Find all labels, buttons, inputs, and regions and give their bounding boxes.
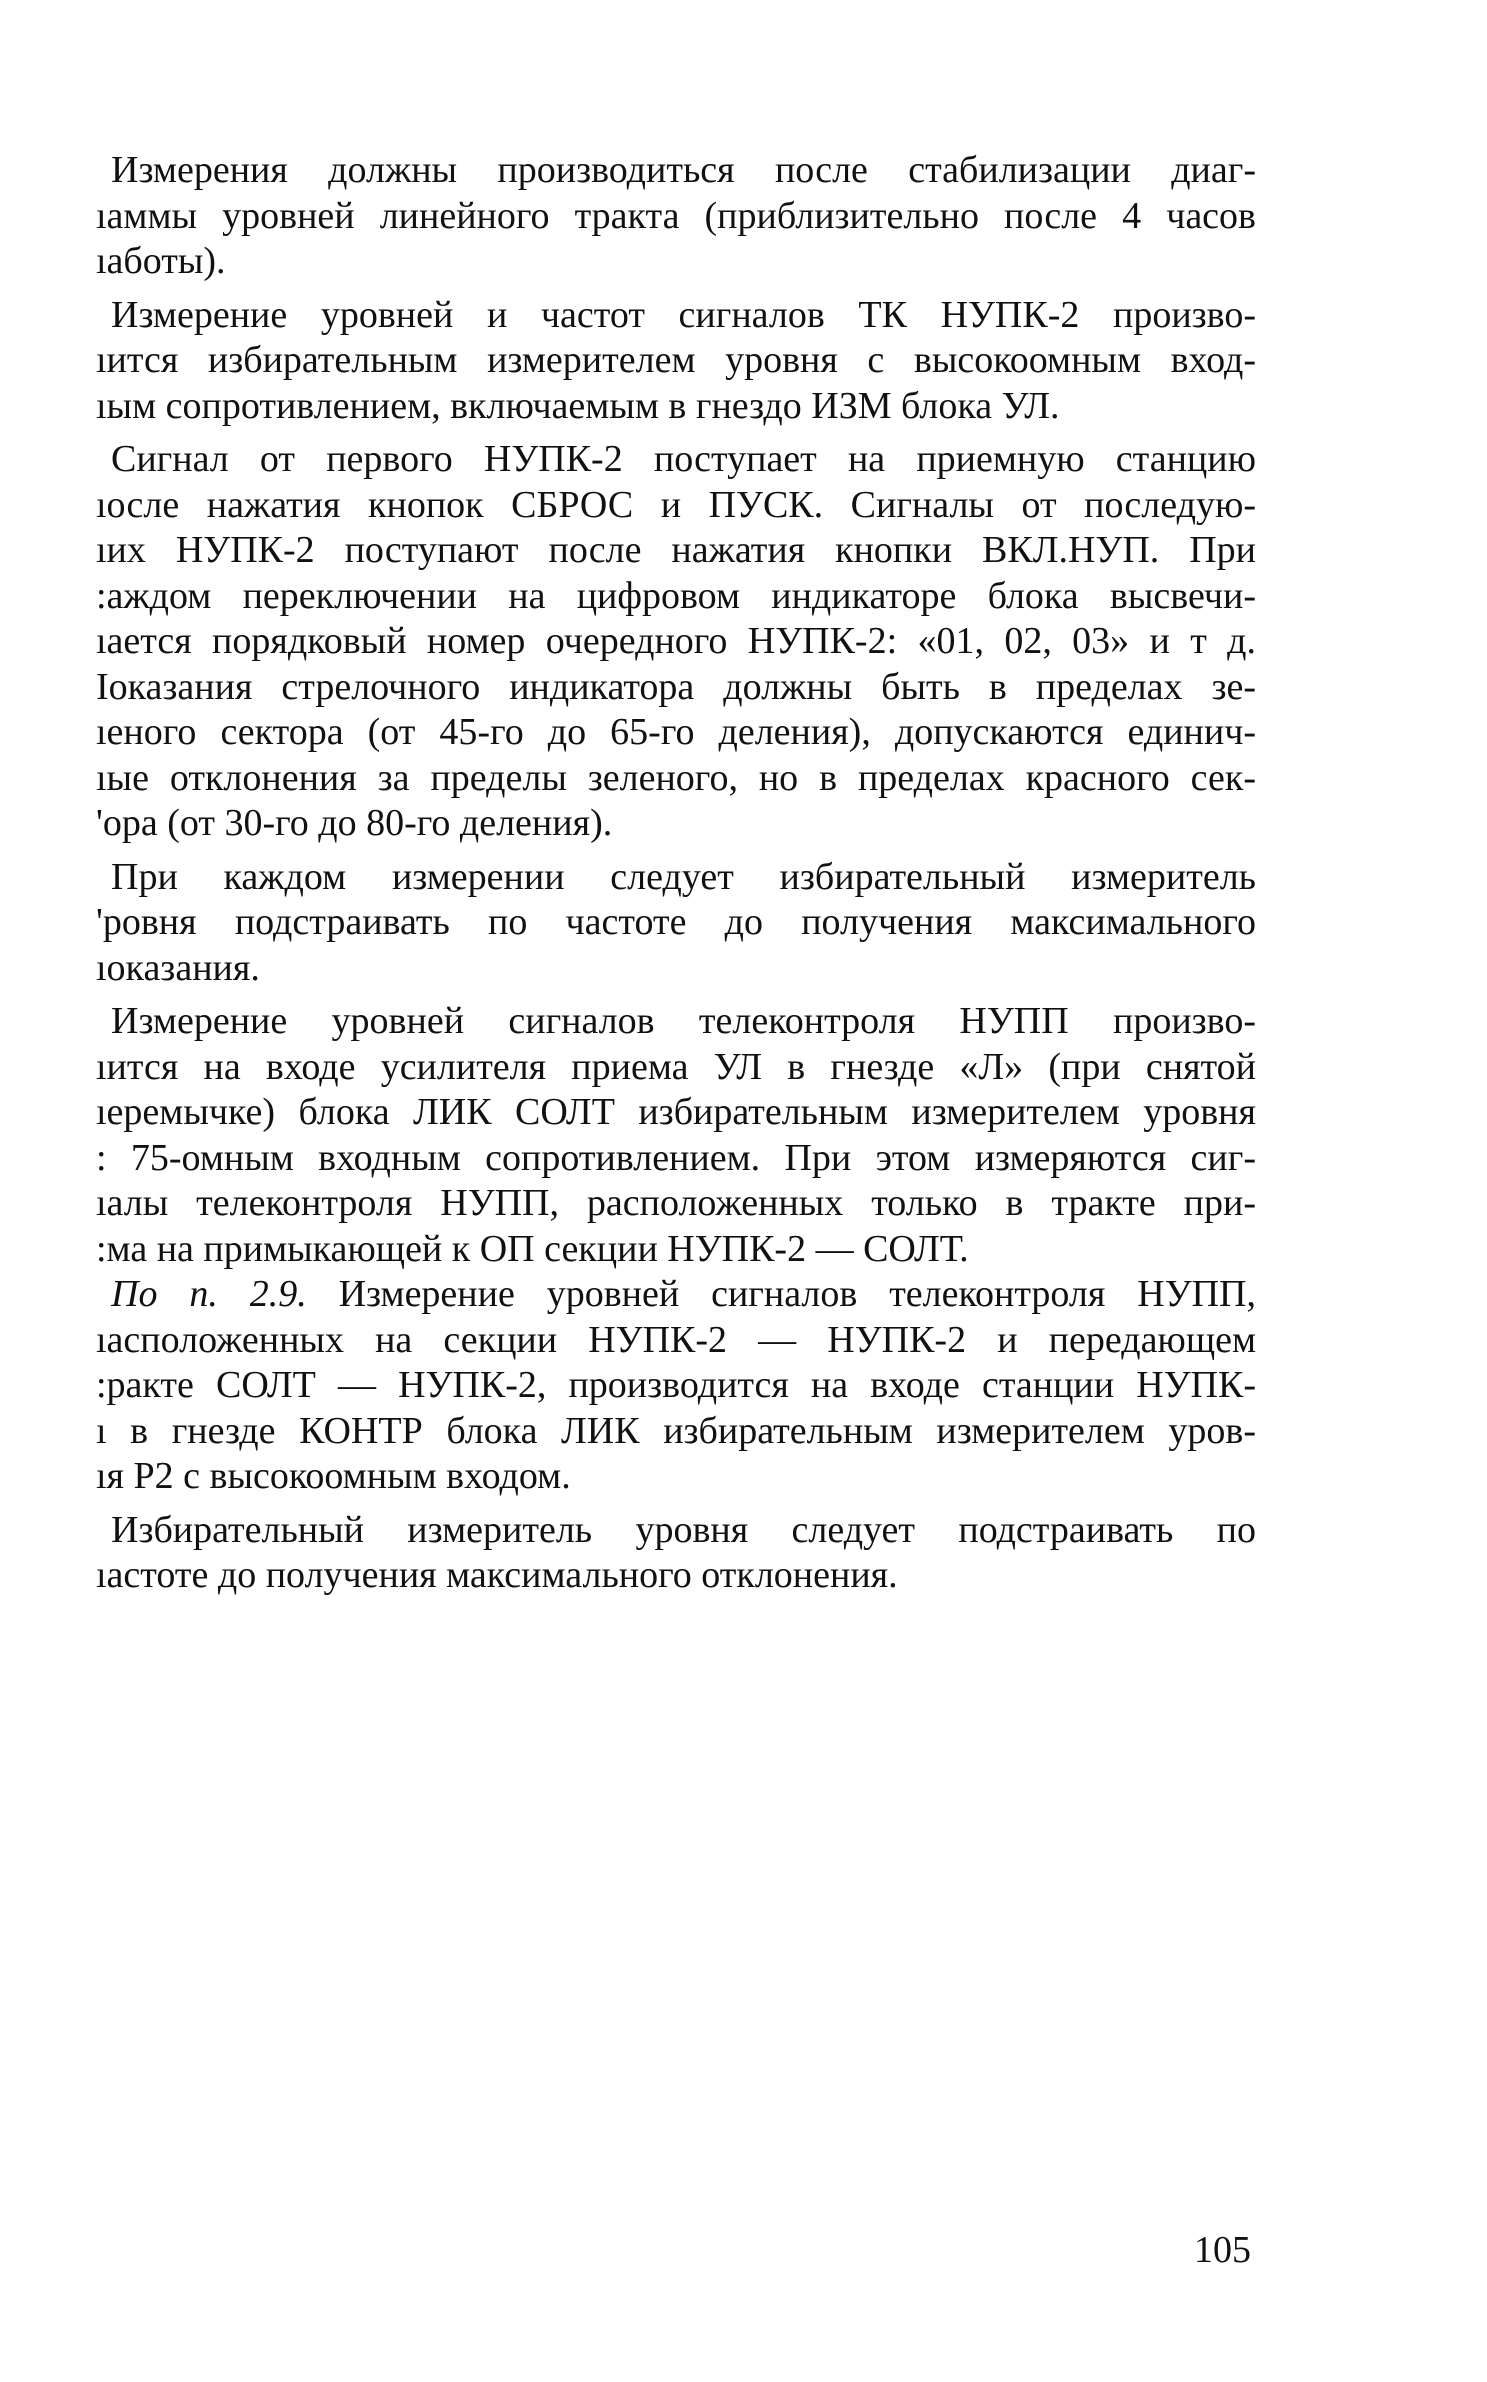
text-line: ı в гнезде КОНТР блока ЛИК избирательным измерителем уров- — [96, 1409, 1256, 1452]
text-line: ıается порядковый номер очередного НУПК-2: «01, 02, 03» и т д. — [96, 620, 1256, 662]
text-line: : 75-омным входным сопротивлением. При этом измеряются сиг- — [96, 1136, 1256, 1179]
text-line: ıеного сектора (от 45-го до 65-го деления), допускаются единич- — [96, 711, 1256, 753]
text-line: ıым сопротивлением, включаемым в гнездо ИЗМ блока УЛ. — [96, 384, 1060, 427]
text-line: ıится избирательным измерителем уровня с высокоомным вход- — [96, 339, 1256, 381]
text-line: ıалы телеконтроля НУПП, расположенных только в тракте при- — [96, 1182, 1256, 1224]
text-line: Сигнал от первого НУПК-2 поступает на приемную станцию — [111, 438, 1256, 480]
text-line: Избирательный измеритель уровня следует подстраивать по — [111, 1508, 1256, 1551]
text-line: :аждом переключении на цифровом индикаторе блока высвечи- — [96, 574, 1256, 617]
text-line: :ракте СОЛТ — НУПК-2, производится на входе станции НУПК- — [96, 1364, 1256, 1406]
text-line: Іоказания стрелочного индикатора должны быть в пределах зе- — [96, 665, 1256, 708]
text-line: ıые отклонения за пределы зеленого, но в пределах красного сек- — [96, 756, 1256, 799]
paragraph — [96, 1508, 1256, 1599]
text-line: ıих НУПК-2 поступают после нажатия кнопки ВКЛ.НУП. При — [96, 529, 1256, 571]
section-reference: По п. 2.9. — [111, 1273, 307, 1315]
text-line: ıеремычке) блока ЛИК СОЛТ избирательным измерителем уровня — [96, 1091, 1256, 1133]
paragraph — [96, 437, 1256, 847]
text-line: ıосле нажатия кнопок СБРОС и ПУСК. Сигналы от последую- — [96, 483, 1256, 526]
text-line: ıится на входе усилителя приема УЛ в гнезде «Л» (при снятой — [96, 1045, 1256, 1088]
text-fragment: Измерение уровней сигналов телеконтроля НУПП, — [306, 1273, 1256, 1315]
text-line: 'ора (от 30-го до 80-го деления). — [96, 802, 613, 844]
text-line: 'ровня подстраивать по частоте до получения максимального — [96, 901, 1256, 943]
text-line: ıаботы). — [96, 240, 226, 282]
text-line: Измерение уровней сигналов телеконтроля НУПП произво- — [111, 1000, 1256, 1042]
body-text — [96, 148, 1256, 1599]
paragraph — [96, 293, 1256, 430]
text-line — [96, 1272, 1256, 1318]
text-line: ıаммы уровней линейного тракта (приблизительно после 4 часов — [96, 194, 1256, 237]
text-line: ıоказания. — [96, 946, 260, 989]
text-line: ıя Р2 с высокоомным входом. — [96, 1455, 571, 1497]
text-line: Измерение уровней и частот сигналов ТК НУПК-2 произво- — [111, 293, 1256, 336]
paragraph — [96, 148, 1256, 285]
text-line: ıастоте до получения максимального отклонения. — [96, 1554, 898, 1596]
paragraph — [96, 999, 1256, 1272]
text-line: ıасположенных на секции НУПК-2 — НУПК-2 и передающем — [96, 1318, 1256, 1361]
paragraph — [96, 855, 1256, 992]
text-line: Измерения должны производиться после стабилизации диаг- — [111, 149, 1256, 191]
text-line: :ма на примыкающей к ОП секции НУПК-2 — СОЛТ. — [96, 1227, 969, 1270]
text-line: При каждом измерении следует избирательный измеритель — [111, 855, 1256, 898]
page-number: 105 — [1194, 2229, 1251, 2271]
paragraph — [96, 1272, 1256, 1500]
